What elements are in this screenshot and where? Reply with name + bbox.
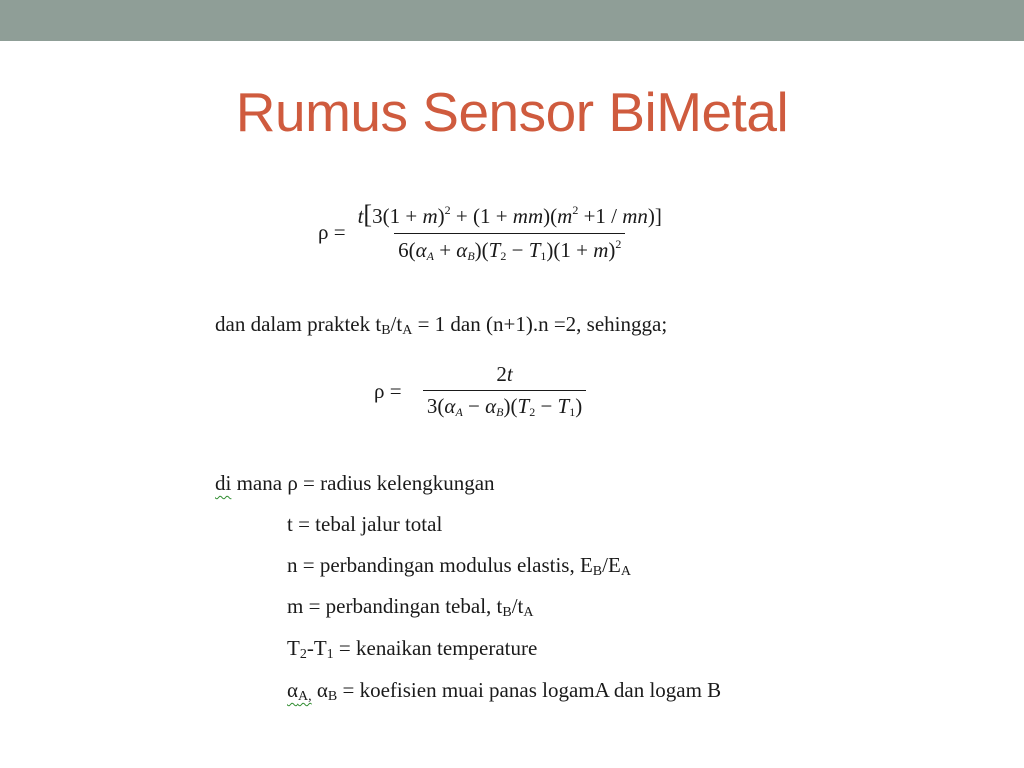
spellcheck-word: $\alpha_{A,}$ [287, 678, 312, 704]
formula-fraction [354, 200, 666, 264]
definition-n: n = perbandingan modulus elastis, $E_B/E_A$ [287, 553, 631, 579]
slide-title: Rumus Sensor BiMetal [235, 81, 789, 143]
formula-denominator: $6(\alpha_A + \alpha_B)(T_2 - T_1)(1 + m)^2$ [394, 233, 625, 264]
definition-alpha: $\alpha_{A,}$ $\alpha_B$ = koefisien muai panas logamA dan logam B [287, 678, 722, 704]
definition-rho: di mana ρ = radius kelengkungan [215, 471, 495, 495]
bimetal-formula-simplified [374, 362, 600, 420]
definition-delta-t: $T_2-T_1$ = kenaikan temperature [287, 636, 538, 662]
top-accent-bar [0, 0, 1024, 41]
definition-t: t = tebal jalur total [287, 512, 443, 536]
definition-m: m = perbandingan tebal, $t_B/t_A$ [287, 594, 534, 620]
formula-numerator: $t[3(1 + m)^2 + (1 + mm)(m^2 +1 / mn)]$ [357, 200, 662, 229]
formula-lhs: ρ = [374, 378, 402, 403]
formula-denominator: $3(\alpha_A - \alpha_B)(T_2 - T_1)$ [423, 390, 586, 420]
practice-note: dan dalam praktek $t_B/t_A = 1$ dan (n+1).n =2, sehingga; [215, 312, 668, 338]
formula-fraction [410, 362, 600, 420]
bimetal-formula-general [318, 200, 666, 264]
spellcheck-word: di [215, 471, 232, 495]
formula-lhs: ρ = [318, 219, 346, 244]
formula-numerator: 2t [496, 362, 513, 386]
